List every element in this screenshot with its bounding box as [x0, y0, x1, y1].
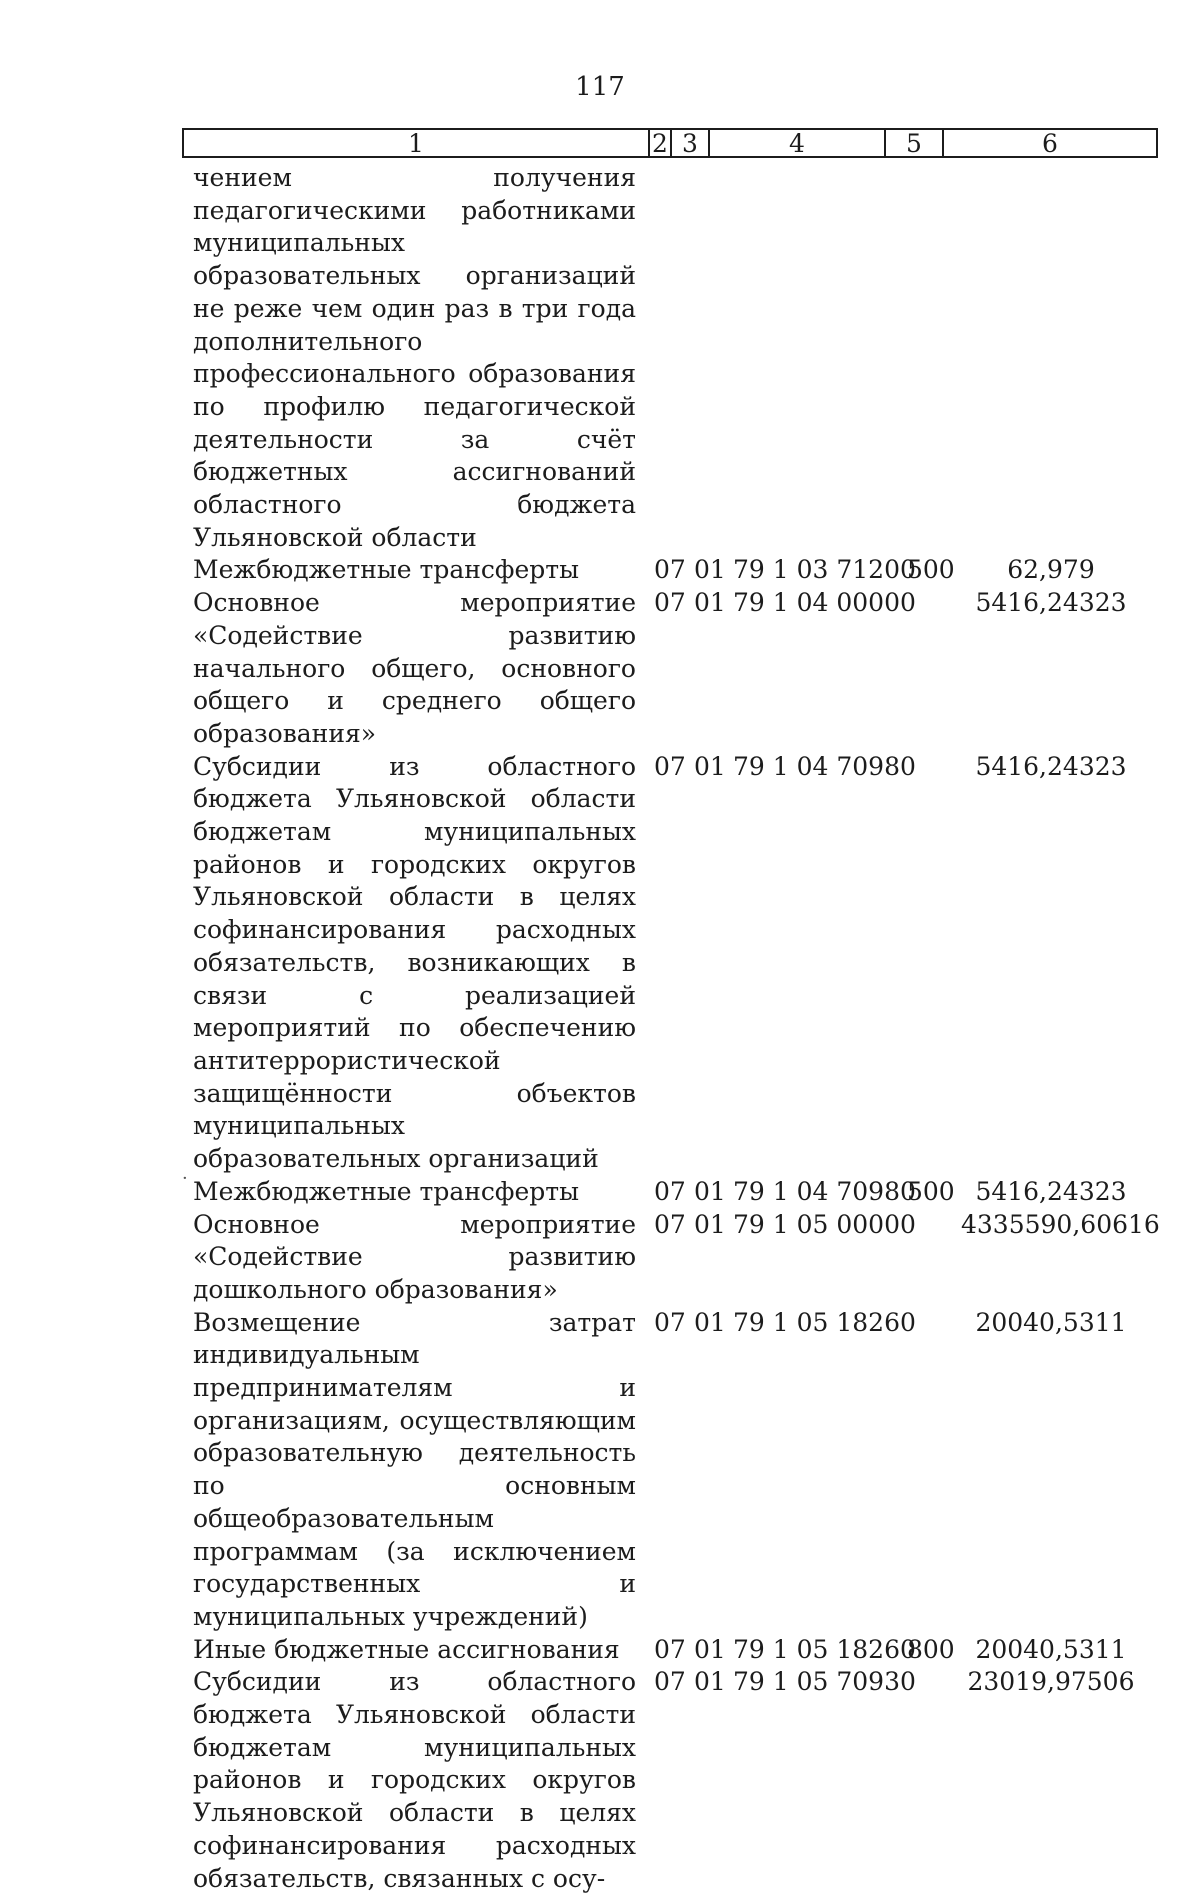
row-target-code: 79 1 05 18260: [733, 1307, 916, 1337]
row-description: Межбюджетные трансферты: [193, 1176, 580, 1206]
header-col-3: 3: [672, 130, 710, 156]
header-col-4: 4: [710, 130, 886, 156]
table-row: [0, 162, 1200, 554]
row-description: Субсидии из областного бюджета Ульяновской области бюджетам муниципальных районов и городских округов Ульяновской области в целях софинансирования расходных обязательств, возникающих в связи с реализацией мероприятий по обеспечению антитеррористической защищённости объектов муниципальных образовательных организаций: [193, 751, 636, 1174]
row-subsection: 01: [694, 588, 726, 618]
row-description: Иные бюджетные ассигнования: [193, 1634, 620, 1664]
row-expense-type: [907, 1209, 961, 1307]
row-amount: 20040,5311: [975, 1634, 1127, 1664]
row-target-code: 79 1 05 70930: [733, 1667, 916, 1697]
row-expense-type: [907, 751, 961, 1176]
row-description: Возмещение затрат индивидуальным предпринимателям и организациям, осуществляющим образовательную деятельность по основным общеобразовательным программам (за исключением государственных и муниципальных учреждений): [193, 1307, 636, 1631]
row-expense-type: 500: [907, 1176, 955, 1206]
row-amount: 62,979: [1007, 555, 1095, 585]
row-section: 07: [654, 555, 686, 585]
row-section: 07: [654, 1667, 686, 1697]
table-row: [0, 587, 1200, 751]
row-expense-type: 800: [907, 1634, 955, 1664]
row-expense-type: [907, 587, 961, 751]
row-subsection: 01: [694, 1209, 726, 1239]
row-amount: [961, 162, 1141, 554]
table-row: [0, 554, 1200, 587]
header-col-1: 1: [184, 130, 650, 156]
row-expense-type: [907, 162, 961, 554]
header-col-2: 2: [650, 130, 672, 156]
row-amount: 5416,24323: [975, 1176, 1127, 1206]
table-body: [0, 162, 1200, 1895]
row-subsection: 01: [694, 1667, 726, 1697]
row-amount: 20040,5311: [975, 1307, 1127, 1337]
row-target-code: [733, 162, 907, 554]
header-col-5: 5: [886, 130, 944, 156]
row-section: 07: [654, 751, 686, 781]
page-number: 117: [575, 72, 625, 102]
row-section: 07: [654, 1176, 686, 1206]
row-description: Субсидии из областного бюджета Ульяновской области бюджетам муниципальных районов и городских округов Ульяновской области в целях софинансирования расходных обязательств, связанных с осу-: [193, 1667, 636, 1893]
row-subsection: 01: [694, 1307, 726, 1337]
row-amount: 5416,24323: [975, 751, 1127, 781]
row-section: 07: [654, 588, 686, 618]
table-row: [0, 1307, 1200, 1634]
row-description: чением получения педагогическими работниками муниципальных образовательных организаций не реже чем один раз в три года дополнительного профессионального образования по профилю педагогической деятельности за счёт бюджетных ассигнований областного бюджета Ульяновской области: [193, 163, 636, 552]
row-subsection: 01: [694, 751, 726, 781]
header-col-6: 6: [1042, 129, 1058, 158]
row-section: 07: [654, 1307, 686, 1337]
row-expense-type: 500: [907, 555, 955, 585]
row-description: Основное мероприятие «Содействие развитию начального общего, основного общего и среднего общего образования»: [193, 588, 636, 748]
row-target-code: 79 1 05 18260: [733, 1634, 916, 1664]
table-row: [0, 1634, 1200, 1667]
table-header: [182, 128, 1158, 158]
row-subsection: 01: [694, 1634, 726, 1664]
row-target-code: 79 1 03 71200: [733, 555, 916, 585]
row-section: 07: [654, 1209, 686, 1239]
table-row: [0, 1176, 1200, 1209]
row-amount: 5416,24323: [975, 588, 1127, 618]
table-row: [0, 1666, 1200, 1895]
row-subsection: 01: [694, 1176, 726, 1206]
row-expense-type: [907, 1307, 961, 1634]
row-target-code: 79 1 05 00000: [733, 1209, 916, 1239]
row-description: Основное мероприятие «Содействие развитию дошкольного образования»: [193, 1209, 636, 1304]
table-row: [0, 751, 1200, 1176]
row-section: [654, 162, 694, 554]
row-amount: 23019,97506: [967, 1667, 1135, 1697]
row-expense-type: [907, 1666, 961, 1895]
row-subsection: [694, 162, 733, 554]
row-target-code: 79 1 04 70980: [733, 751, 916, 781]
row-section: 07: [654, 1634, 686, 1664]
row-description: Межбюджетные трансферты: [193, 555, 580, 585]
row-target-code: 79 1 04 00000: [733, 588, 916, 618]
row-amount: 4335590,60616: [961, 1209, 1160, 1239]
scan-speck: ·: [182, 1168, 188, 1189]
table-row: [0, 1209, 1200, 1307]
row-subsection: 01: [694, 555, 726, 585]
row-target-code: 79 1 04 70980: [733, 1176, 916, 1206]
